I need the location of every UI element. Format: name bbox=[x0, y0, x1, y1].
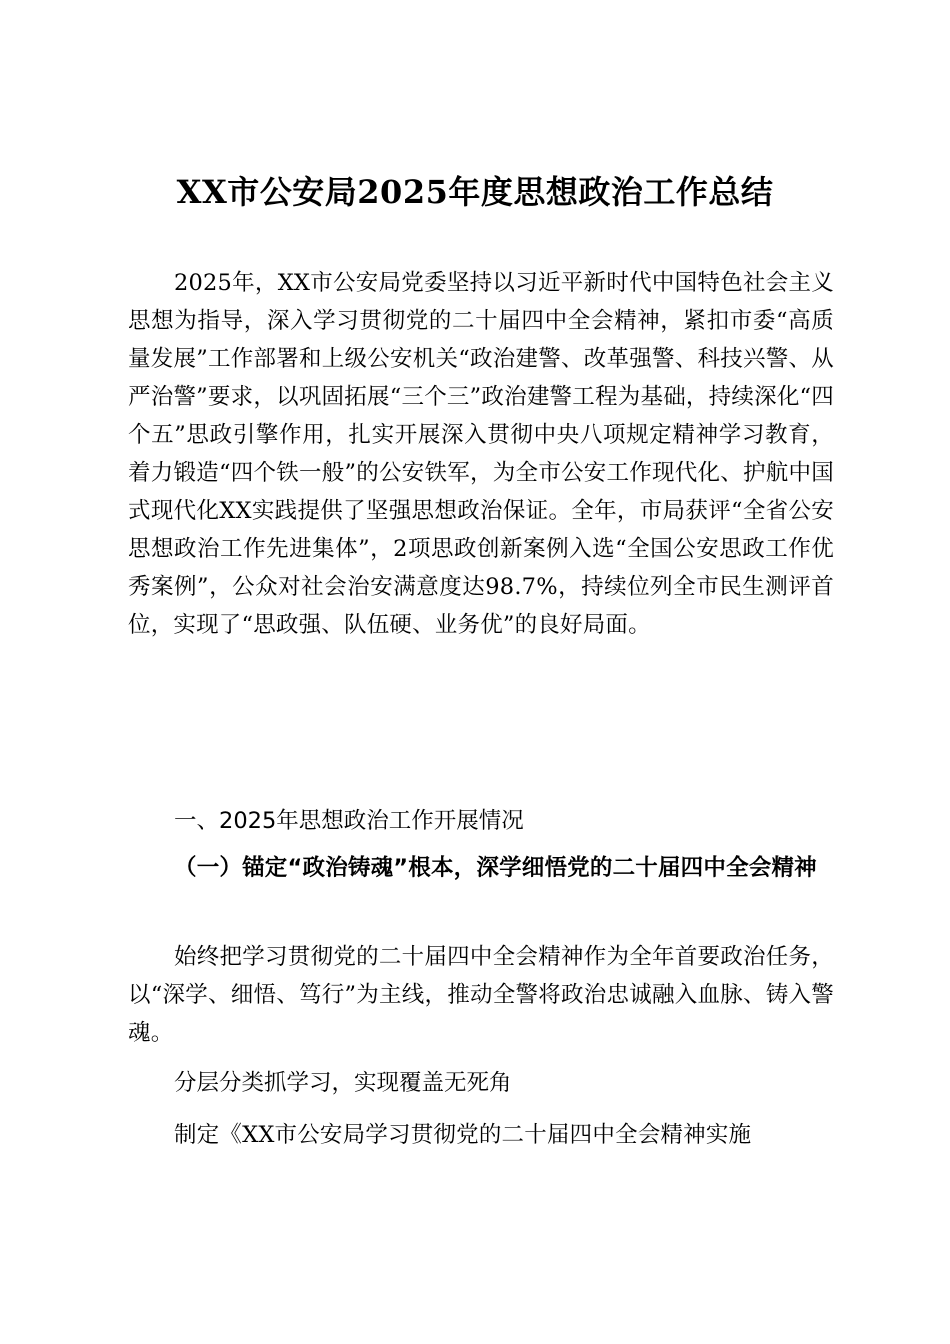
subsection-heading-1: （一）锚定“政治铸魂”根本，深学细悟党的二十届四中全会精神 bbox=[174, 855, 817, 881]
document-title: XX市公安局2025年度思想政治工作总结 bbox=[176, 173, 774, 211]
intro-paragraph: 2025年，XX市公安局党委坚持以习近平新时代中国特色社会主义思想为指导，深入学习贯彻党的二十届四中全会精神，紧扣市委“高质量发展”工作部署和上级公安机关“政治建警、改革强警、科技兴警、从严治警”要求，以巩固拓展“三个三”政治建警工程为基础，持续深化“四个五”思政引擎作用，扎实开展深入贯彻中央八项规定精神学习教育，着力锻造“四个铁一般”的公安铁军，为全市公安工作现代化、护航中国式现代化XX实践提供了坚强思想政治保证。全年，市局获评“全省公安思想政治工作先进集体”，2项思政创新案例入选“全国公安思政工作优秀案例”，公众对社会治安满意度达98.7%，持续位列全市民生测评首位，实现了“思政强、队伍硬、业务优”的良好局面。 bbox=[128, 270, 834, 638]
subsection-1-paragraph: 始终把学习贯彻党的二十届四中全会精神作为全年首要政治任务，以“深学、细悟、笃行”为主线，推动全警将政治忠诚融入血脉、铸入警魂。 bbox=[128, 944, 834, 1046]
point-1-paragraph: 制定《XX市公安局学习贯彻党的二十届四中全会精神实施 bbox=[174, 1122, 752, 1148]
point-1-heading: 分层分类抓学习，实现覆盖无死角 bbox=[174, 1070, 512, 1096]
section-heading-1: 一、2025年思想政治工作开展情况 bbox=[174, 808, 524, 834]
